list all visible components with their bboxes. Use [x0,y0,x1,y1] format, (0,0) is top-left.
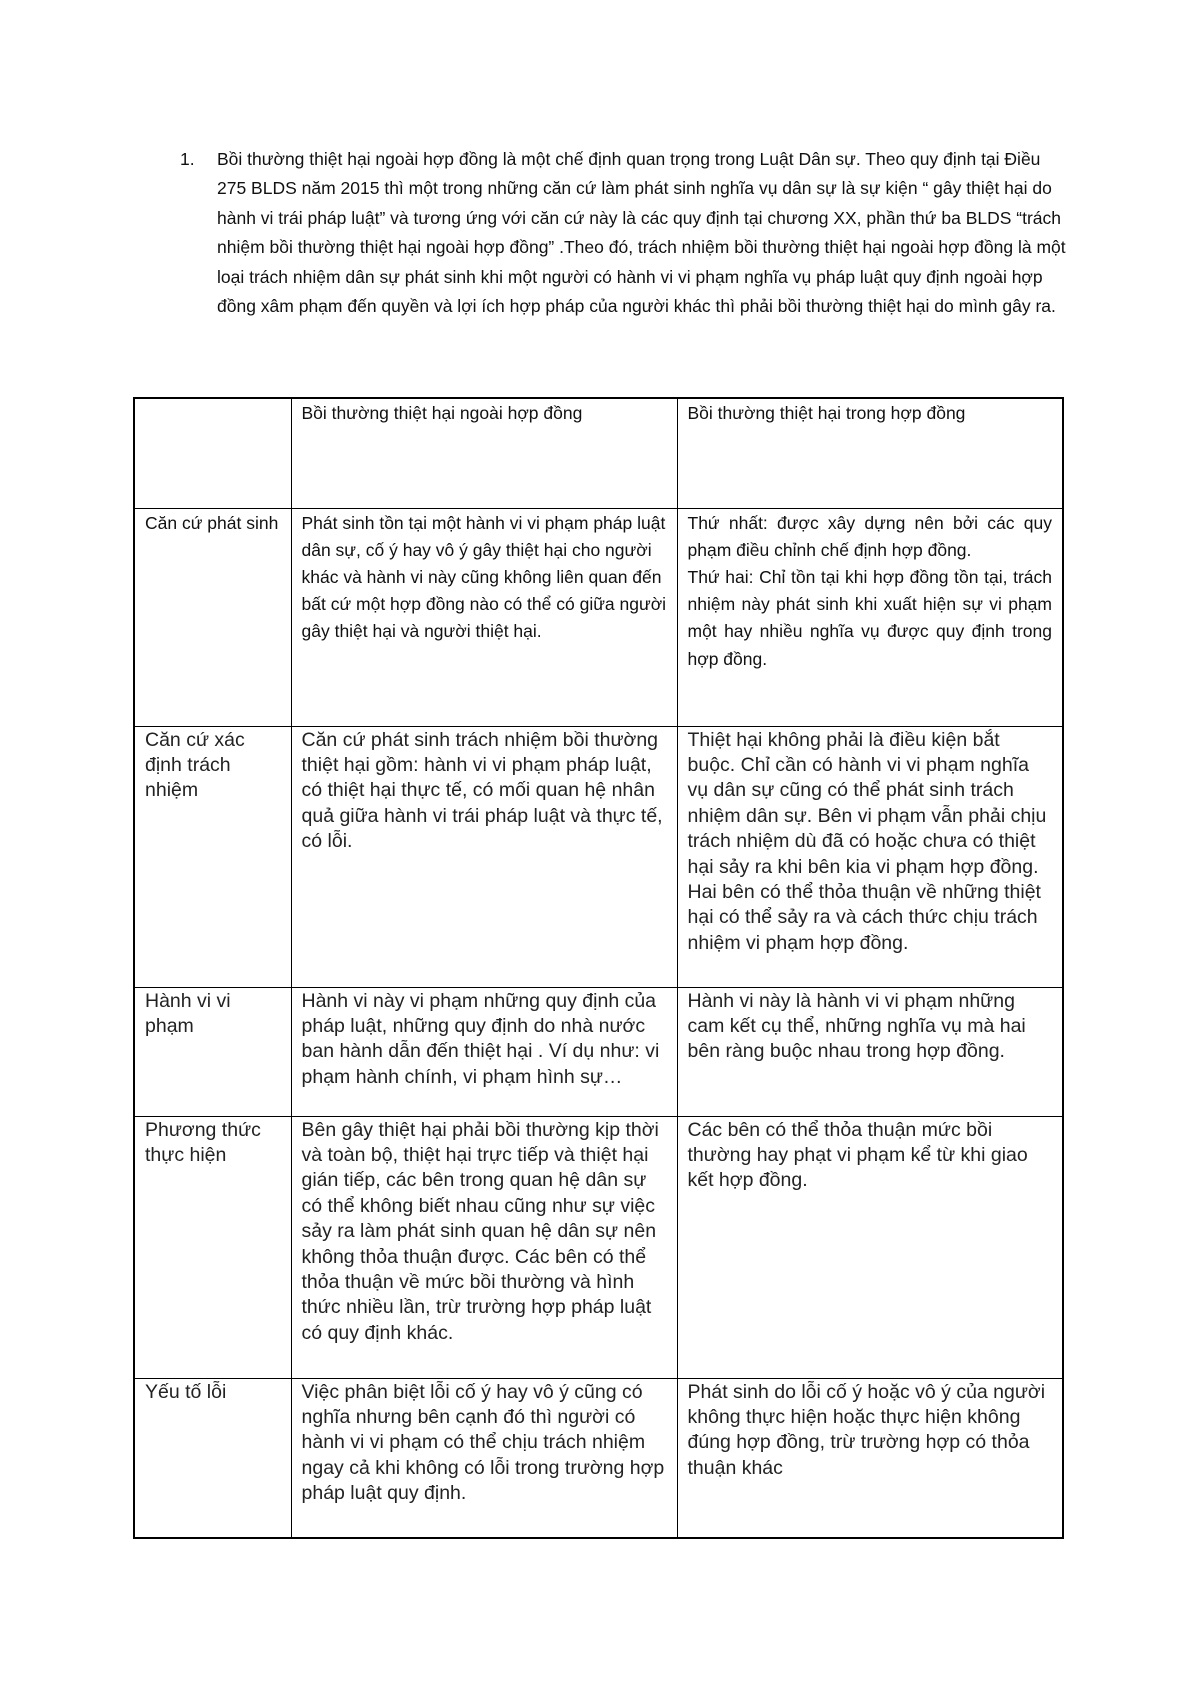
paragraph-text: Bồi thường thiệt hại ngoài hợp đồng là một chế định quan trọng trong Luật Dân sự. Theo quy định tại Điều 275 BLDS năm 2015 thì một trong những căn cứ làm phát sinh nghĩa vụ dân sự là sự kiện “ gây thiệt hại do hành vi trái pháp luật” và tương ứng với căn cứ này là các quy định tại chương XX, phần thứ ba BLDS “trách nhiệm bồi thường thiệt hại ngoài hợp đồng” .Theo đó, trách nhiệm bồi thường thiệt hại ngoài hợp đồng là một loại trách nhiệm dân sự phát sinh khi một người có hành vi vi phạm nghĩa vụ pháp luật quy định ngoài hợp đồng xâm phạm đến quyền và lợi ích hợp pháp của người khác thì phải bồi thường thiệt hại do mình gây ra. [217,149,1066,317]
row-label: Phương thức thực hiện [134,1116,291,1378]
list-number: 1. [180,149,195,169]
row-label: Yếu tố lỗi [134,1378,291,1538]
cell-non-contract: Phát sinh tồn tại một hành vi vi phạm pháp luật dân sự, cố ý hay vô ý gây thiệt hại cho người khác và hành vi này cũng không liên quan đến bất cứ một hợp đồng nào có thể có giữa người gây thiệt hại và người thiệt hại. [291,508,677,726]
cell-contract: Thiệt hại không phải là điều kiện bắt buộc. Chỉ cần có hành vi vi phạm nghĩa vụ dân sự cũng có thể phát sinh trách nhiệm dân sự. Bên vi phạm vẫn phải chịu trách nhiệm dù đã có hoặc chưa có thiệt hại sảy ra khi bên kia vi phạm hợp đồng. Hai bên có thể thỏa thuận về những thiệt hại có thể sảy ra và cách thức chịu trách nhiệm vi phạm hợp đồng. [677,726,1063,987]
numbered-paragraph [180,145,1070,321]
cell-contract: Hành vi này là hành vi vi phạm những cam kết cụ thể, những nghĩa vụ mà hai bên ràng buộc nhau trong hợp đồng. [677,987,1063,1116]
cell-contract: Các bên có thể thỏa thuận mức bồi thường hay phạt vi phạm kể từ khi giao kết hợp đồng. [677,1116,1063,1378]
table-row [134,726,1063,987]
table-row [134,1378,1063,1538]
header-cell-empty [134,398,291,508]
table-row [134,508,1063,726]
cell-contract [677,508,1063,726]
table-row [134,1116,1063,1378]
cell-non-contract: Việc phân biệt lỗi cố ý hay vô ý cũng có nghĩa nhưng bên cạnh đó thì người có hành vi vi phạm có thể chịu trách nhiệm ngay cả khi không có lỗi trong trường hợp pháp luật quy định. [291,1378,677,1538]
row-label: Căn cứ xác định trách nhiệm [134,726,291,987]
row-label: Căn cứ phát sinh [134,508,291,726]
cell-contract: Phát sinh do lỗi cố ý hoặc vô ý của người không thực hiện hoặc thực hiện không đúng hợp đồng, trừ trường hợp có thỏa thuận khác [677,1378,1063,1538]
cell-paragraph: Thứ nhất: được xây dựng nên bởi các quy phạm điều chỉnh chế định hợp đồng. [687,512,1052,560]
comparison-table [133,397,1064,1539]
cell-non-contract: Căn cứ phát sinh trách nhiệm bồi thường thiệt hại gồm: hành vi vi phạm pháp luật, có thiệt hại thực tế, có mối quan hệ nhân quả giữa hành vi trái pháp luật và thực tế, có lỗi. [291,726,677,987]
cell-non-contract: Bên gây thiệt hại phải bồi thường kịp thời và toàn bộ, thiệt hại trực tiếp và thiệt hại gián tiếp, các bên trong quan hệ dân sự có thể không biết nhau cũng như sự việc sảy ra làm phát sinh quan hệ dân sự nên không thỏa thuận được. Các bên có thể thỏa thuận về mức bồi thường và hình thức nhiều lần, trừ trường hợp pháp luật có quy định khác. [291,1116,677,1378]
table-row [134,987,1063,1116]
cell-non-contract: Hành vi này vi phạm những quy định của pháp luật, những quy định do nhà nước ban hành dẫn đến thiệt hại . Ví dụ như: vi phạm hành chính, vi phạm hình sự… [291,987,677,1116]
cell-paragraph: Thứ hai: Chỉ tồn tại khi hợp đồng tồn tại, trách nhiệm này phát sinh khi xuất hiện sự vi phạm một hay nhiều nghĩa vụ được quy định trong hợp đồng. [687,566,1052,669]
header-cell-non-contract: Bồi thường thiệt hại ngoài hợp đồng [291,398,677,508]
row-label: Hành vi vi phạm [134,987,291,1116]
table-header-row [134,398,1063,508]
header-cell-contract: Bồi thường thiệt hại trong hợp đồng [677,398,1063,508]
